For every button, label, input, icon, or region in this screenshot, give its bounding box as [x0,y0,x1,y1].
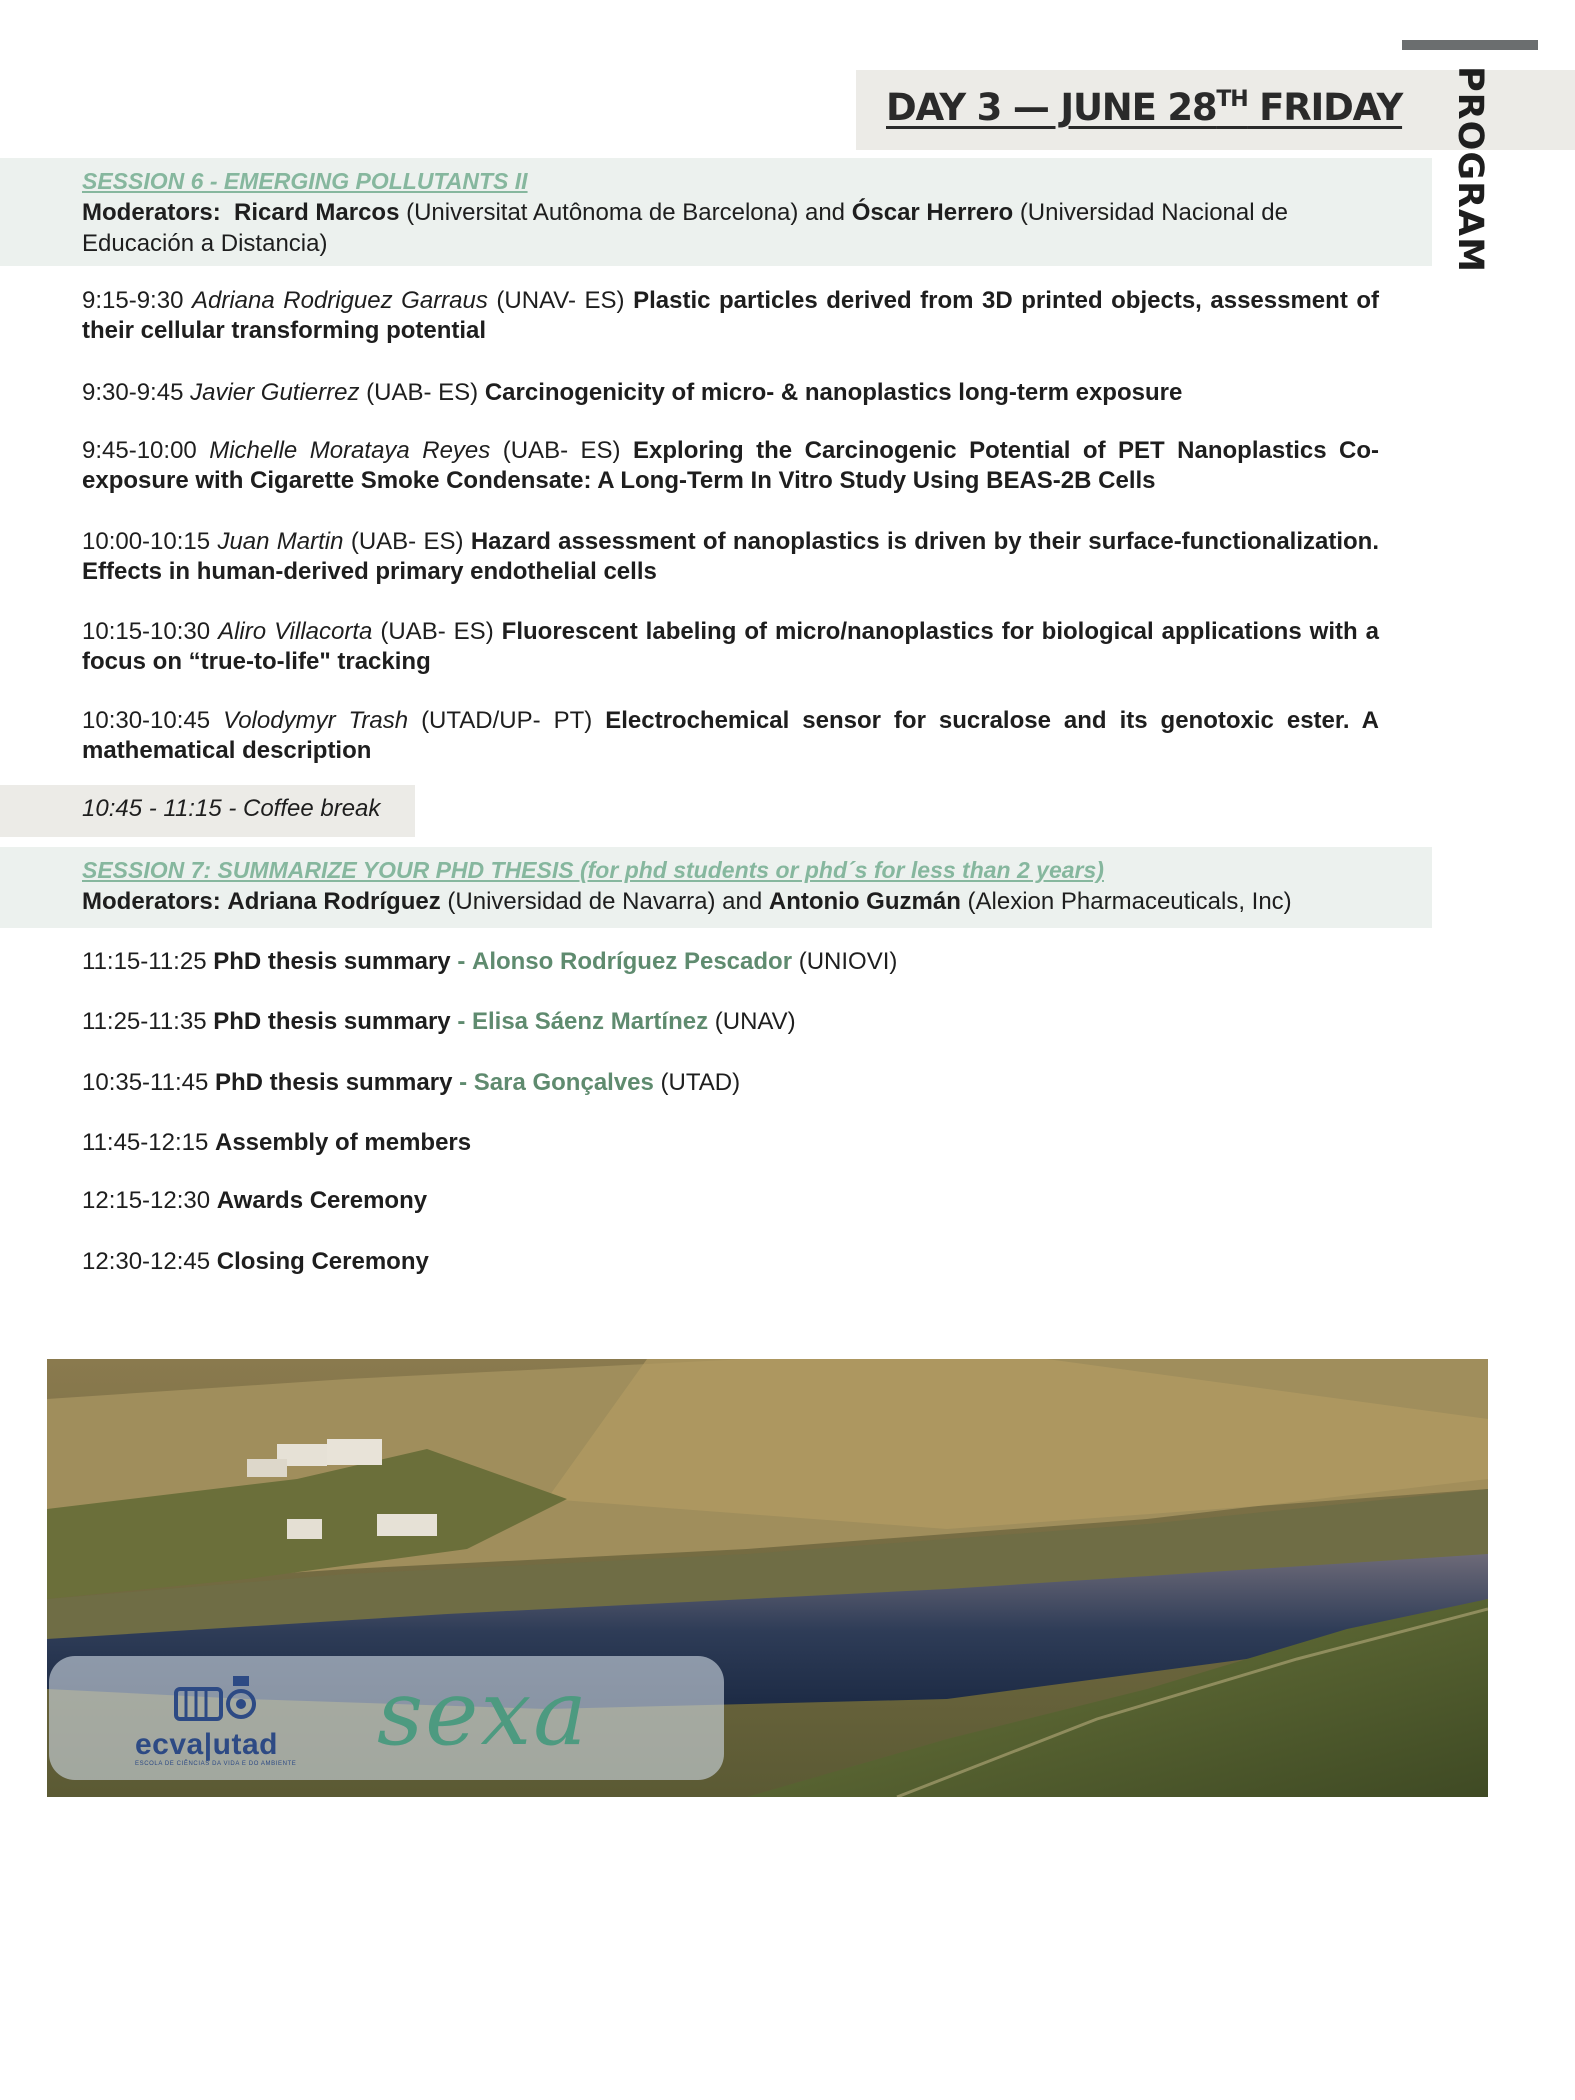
program-side-label: PROGRAM [1450,66,1490,273]
closing-item-1: 11:45-12:15 Assembly of members [82,1129,472,1156]
coffee-break [0,785,415,837]
session-6-title: SESSION 6 - EMERGING POLLUTANTS II [82,168,528,194]
talk-2: 9:30-9:45 Javier Gutierrez (UAB- ES) Carcinogenicity of micro- & nanoplastics long-term exposure [82,379,1183,406]
logos-panel [49,1656,724,1780]
talk-6: 10:30-10:45 Volodymyr Trash (UTAD/UP- PT) Electrochemical sensor for sucralose and its genotoxic ester. A mathematical description [82,707,1379,764]
talk-3: 9:45-10:00 Michelle Morataya Reyes (UAB- ES) Exploring the Carcinogenic Potential of PET Nanoplastics Co-exposure with Cigarette Smoke Condensate: A Long-Term In Vitro Study Using BEAS-2B Cells [82,437,1380,494]
session-7-title: SESSION 7: SUMMARIZE YOUR PHD THESIS (for phd students or phd´s for less than 2 years) [82,857,1104,883]
session-6-moderators: Moderators: Ricard Marcos (Universitat Autônoma de Barcelona) and Óscar Herrero (Universidad Nacional de Educación a Distancia) [82,199,1288,257]
day-title: DAY 3 — JUNE 28TH FRIDAY [886,86,1403,129]
ecva-utad-logo-icon [171,1674,271,1724]
thesis-2: 11:25-11:35 PhD thesis summary - Elisa Sáenz Martínez (UNAV) [82,1008,796,1035]
closing-item-3: 12:30-12:45 Closing Ceremony [82,1248,429,1275]
closing-item-2: 12:15-12:30 Awards Ceremony [82,1187,428,1214]
session-7-moderators: Moderators: Adriana Rodríguez (Universidad de Navarra) and Antonio Guzmán (Alexion Pharmaceuticals, Inc) [82,888,1292,915]
sexa-logo: sexa [377,1661,589,1766]
coffee-break-label: 10:45 - 11:15 - Coffee break [82,795,381,822]
thesis-3: 10:35-11:45 PhD thesis summary - Sara Gonçalves (UTAD) [82,1069,741,1096]
ecva-utad-logo-text: ecva|utad [135,1728,278,1761]
session-7-header [0,847,1432,928]
thesis-1: 11:15-11:25 PhD thesis summary - Alonso Rodríguez Pescador (UNIOVI) [82,948,898,975]
river-valley-photo [47,1359,1488,1797]
session-6-header [0,158,1432,266]
ecva-utad-logo-subtitle: ESCOLA DE CIÊNCIAS DA VIDA E DO AMBIENTE [135,1761,297,1767]
talk-5: 10:15-10:30 Aliro Villacorta (UAB- ES) Fluorescent labeling of micro/nanoplastics for biological applications with a focus on “true-to-life" tracking [82,618,1379,675]
talk-1: 9:15-9:30 Adriana Rodriguez Garraus (UNAV- ES) Plastic particles derived from 3D printed objects, assessment of their cellular transforming potential [82,287,1379,344]
talk-4: 10:00-10:15 Juan Martin (UAB- ES) Hazard assessment of nanoplastics is driven by their surface-functionalization. Effects in human-derived primary endothelial cells [82,528,1380,585]
top-accent-bar [1402,40,1538,50]
